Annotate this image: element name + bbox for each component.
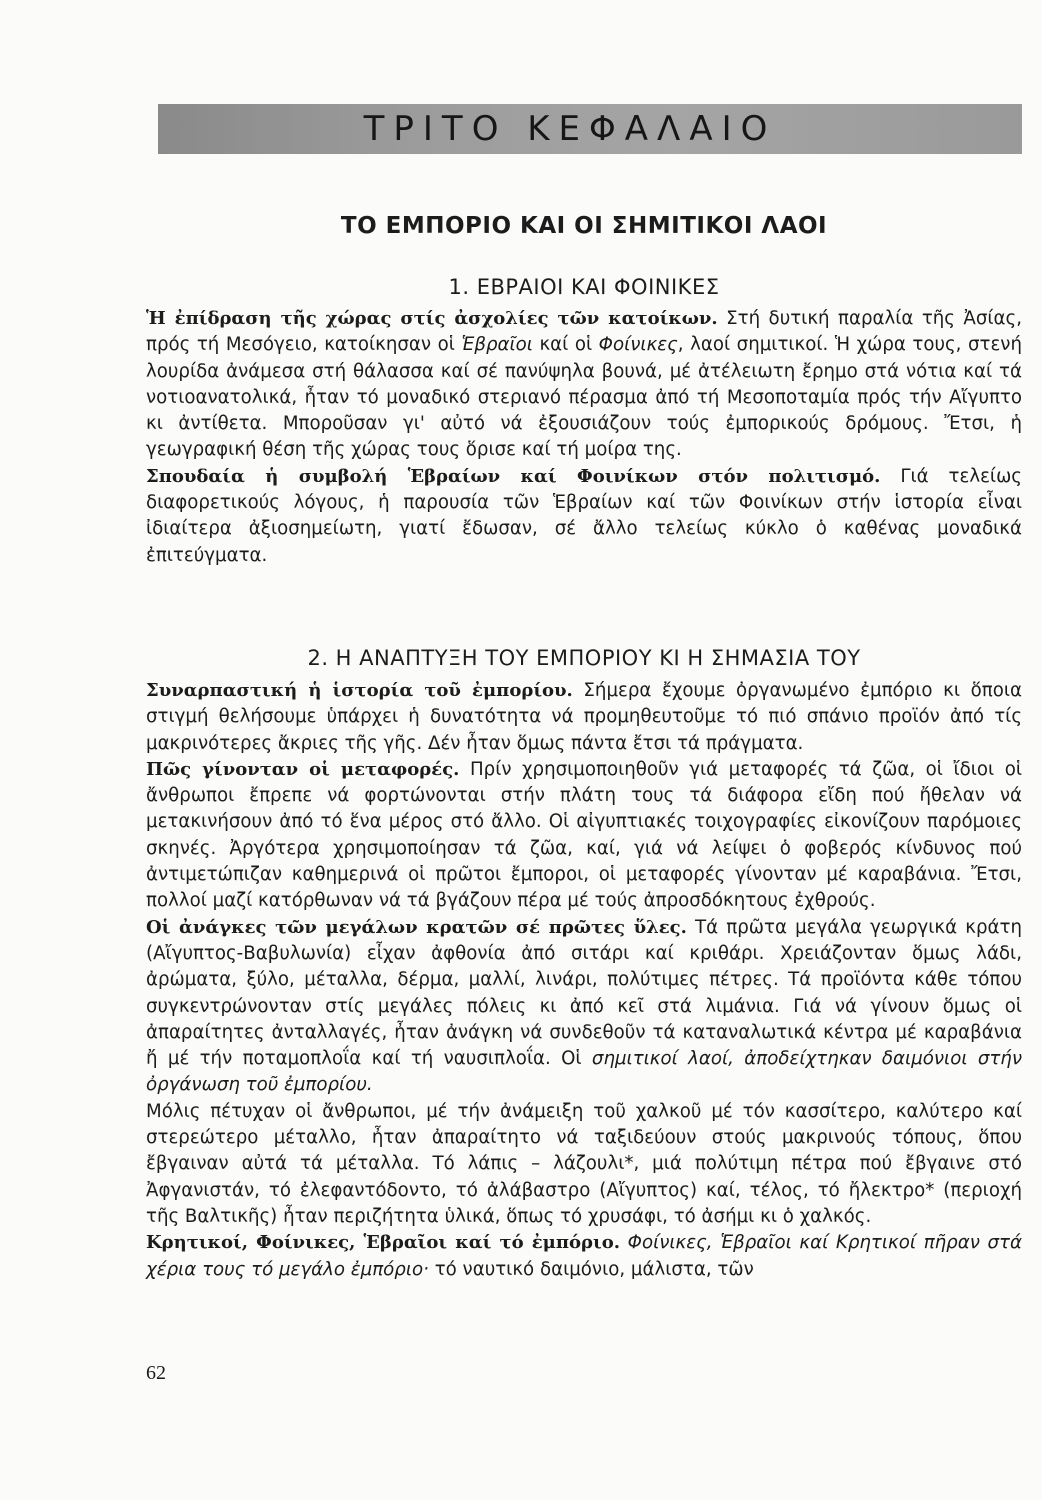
paragraph-text: Μόλις πέτυχαν οἱ ἄνθρωποι, μέ τήν ἀνάμειξη τοῦ χαλκοῦ μέ τόν κασσίτερο, καλύτερο καί στερεώτερο μέταλλο, ἦταν ἀπαραίτητο νά ταξιδεύουν στούς μακρινούς τόπους, ὅπου ἔβγαιναν αὐτά τά μέταλλα. Τό λάπις – λάζουλι*, μιά πολύτιμη πέτρα πού ἔβγαινε στό Ἀφγανιστάν, τό ἐλεφαντόδοντο, τό ἀλάβαστρο (Αἴγυπτος) καί, τέλος, τό ἤλεκτρο* (περιοχή τῆς Βαλτικῆς) ἦταν περιζήτητα ὑλικά, ὅπως τό χρυσάφι, τό ἀσήμι κι ὁ χαλκός. (146, 1100, 1022, 1227)
chapter-banner (158, 104, 1022, 154)
paragraph (146, 915, 1022, 1099)
paragraph-text: Τά πρῶτα μεγάλα γεωργικά κράτη (Αἴγυπτος-Βαβυλωνία) εἶχαν ἀφθονία ἀπό σιτάρι καί κριθάρι. Χρειάζονταν ὅμως λάδι, ἀρώματα, ξύλο, μέταλλα, δέρμα, μαλλί, λινάρι, πολύτιμες πέτρες. Τά προϊόντα κάθε τόπου συγκεντρώνονταν στίς μεγάλες πόλεις κι ἀπό κεῖ στά λιμάνια. Γιά νά γίνουν ὅμως οἱ ἀπαραίτητες ἀνταλλαγές, ἦταν ἀνάγκη νά συνδεθοῦν τά καταναλωτικά κέντρα μέ καραβάνια ἤ μέ τήν ποταμοπλοΐα καί τή ναυσιπλοΐα. Οἱ (146, 916, 1022, 1070)
italic-phrase: Φοίνικες, Ἑβραῖοι καί Κρητικοί πῆραν στά χέρια τους τό μεγάλο ἐμπόριο· (146, 1232, 1022, 1280)
paragraph-text: καί οἱ (532, 334, 599, 356)
paragraph-lead: Ἡ ἐπίδραση τῆς χώρας στίς ἀσχολίες τῶν κατοίκων. (146, 308, 718, 329)
paragraph-text: Γιά τελείως διαφορετικούς λόγους, ἡ παρουσία τῶν Ἑβραίων καί τῶν Φοινίκων στήν ἱστορία εἶναι ἰδιαίτερα ἀξιοσημείωτη, γιατί ἔδωσαν, σέ ἄλλο τελείως κύκλο ὁ καθένας μοναδικά ἐπιτεύγματα. (146, 465, 1022, 566)
paragraph (146, 1230, 1022, 1283)
paragraph (146, 306, 1022, 464)
section-2-body (146, 678, 1022, 1283)
italic-term: Ἑβραῖοι (461, 334, 533, 356)
section-2-title: 2. Η ΑΝΑΠΤΥΞΗ ΤΟΥ ΕΜΠΟΡΙΟΥ ΚΙ Η ΣΗΜΑΣΙΑ ΤΟΥ (307, 646, 861, 670)
paragraph-lead: Πῶς γίνονταν οἱ μεταφορές. (146, 758, 460, 780)
paragraph-lead: Οἱ ἀνάγκες τῶν μεγάλων κρατῶν σέ πρῶτες ὕλες. (146, 916, 687, 938)
italic-phrase: σημιτικοί λαοί, ἀποδείχτηκαν δαιμόνιοι στήν ὀργάνωση τοῦ ἐμπορίου. (146, 1048, 1022, 1096)
paragraph-text: Σήμερα ἔχουμε ὀργανωμένο ἐμπόριο κι ὅποια στιγμή θελήσουμε ὑπάρχει ἡ δυνατότητα νά προμηθευτοῦμε τό πιό σπάνιο προϊόν ἀπό τίς μακρινότερες ἄκριες τῆς γῆς. Δέν ἦταν ὅμως πάντα ἔτσι τά πράγματα. (146, 680, 1023, 754)
paragraph-lead: Κρητικοί, Φοίνικες, Ἑβραῖοι καί τό ἐμπόριο. (146, 1232, 620, 1254)
chapter-banner-label: ΤΡΙΤΟ ΚΕΦΑΛΑΙΟ (363, 109, 777, 149)
paragraph (146, 1099, 1022, 1230)
paragraph-text: , λαοί σημιτικοί. Ἡ χώρα τους, στενή λουρίδα ἀνάμεσα στή θάλασσα καί σέ πανύψηλα βουνά, μέ ἀτέλειωτη ἔρημο στά νότια καί τά νοτιοανατολικά, ἦταν τό μοναδικό στεριανό πέρασμα ἀπό τή Μεσοποταμία πρός τήν Αἴγυπτο κι ἀντίθετα. Μποροῦσαν γι' αὐτό νά ἐξουσιάζουν τούς ἐμπορικούς δρόμους. Ἔτσι, ἡ γεωγραφική θέση τῆς χώρας τους ὅρισε καί τή μοίρα της. (146, 334, 1022, 461)
section-1-title: 1. ΕΒΡΑΙΟΙ ΚΑΙ ΦΟΙΝΙΚΕΣ (448, 275, 720, 299)
section-1-body (146, 306, 1022, 569)
paragraph-lead: Συναρπαστική ἡ ἱστορία τοῦ ἐμπορίου. (146, 680, 573, 701)
paragraph (146, 757, 1022, 915)
paragraph-text: Πρίν χρησιμοποιηθοῦν γιά μεταφορές τά ζῶα, οἱ ἴδιοι οἱ ἄνθρωποι ἔπρεπε νά φορτώνονται στήν πλάτη τους τά διάφορα εἴδη πού ἤθελαν νά μετακινήσουν ἀπό τό ἕνα μέρος στό ἄλλο. Οἱ αἰγυπτιακές τοιχογραφίες εἰκονίζουν παρόμοιες σκηνές. Ἀργότερα χρησιμοποίησαν τά ζῶα, καί, γιά νά λείψει ὁ φοβερός κίνδυνος πού ἀντιμετώπιζαν καθημερινά οἱ πρῶτοι ἔμποροι, οἱ μεταφορές γίνονταν μέ καραβάνια. Ἔτσι, πολλοί μαζί κατόρθωναν νά τά βγάζουν πέρα μέ τούς ἀπροσδόκητους ἐχθρούς. (146, 758, 1023, 912)
italic-term: Φοίνικες (598, 334, 678, 356)
paragraph (146, 464, 1022, 569)
page-number: 62 (146, 1362, 166, 1384)
paragraph (146, 678, 1022, 757)
paragraph-lead: Σπουδαία ἡ συμβολή Ἑβραίων καί Φοινίκων στόν πολιτισμό. (146, 465, 881, 487)
paragraph-text: Στή δυτική παραλία τῆς Ἀσίας, πρός τή Μεσόγειο, κατοίκησαν οἱ (146, 308, 1022, 356)
chapter-title: ΤΟ ΕΜΠΟΡΙΟ ΚΑΙ ΟΙ ΣΗΜΙΤΙΚΟΙ ΛΑΟΙ (340, 213, 828, 239)
paragraph-text: τό ναυτικό δαιμόνιο, μάλιστα, τῶν (428, 1258, 754, 1280)
